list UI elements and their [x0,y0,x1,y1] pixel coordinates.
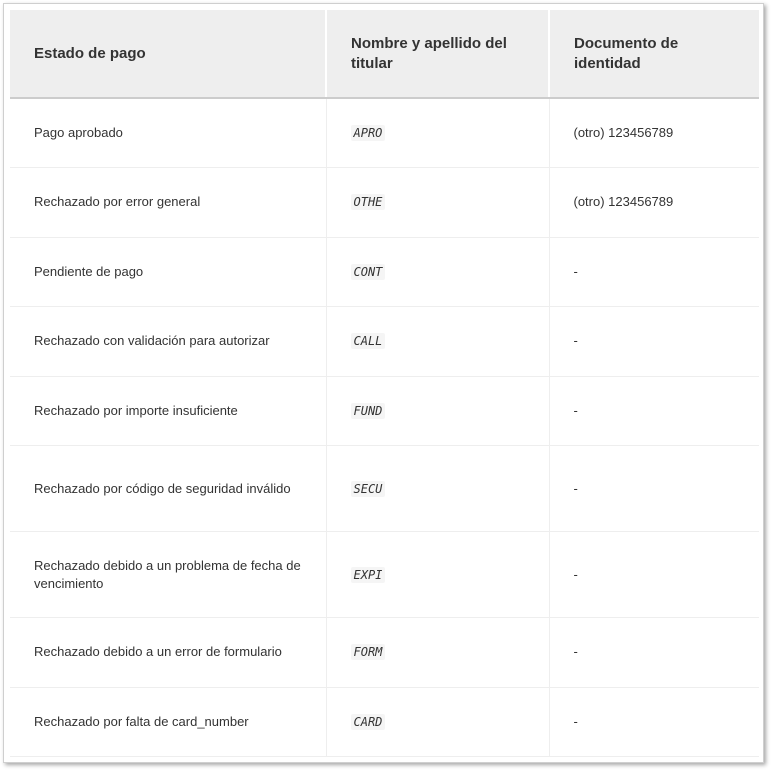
cell-identity-document: - [549,446,759,532]
cell-identity-document: - [549,307,759,377]
cell-payment-status: Rechazado debido a un problema de fecha de vencimiento [10,532,326,618]
cell-holder-name [326,618,549,688]
table-row [10,237,759,307]
table-row [10,168,759,238]
cell-payment-status: Pago aprobado [10,98,326,168]
holder-name-code: FUND [351,403,386,419]
table-row [10,376,759,446]
holder-name-code: FORM [351,644,386,660]
header-payment-status: Estado de pago [10,10,326,98]
cell-identity-document: - [549,687,759,757]
table-row [10,98,759,168]
table-row [10,307,759,377]
cell-holder-name [326,307,549,377]
cell-identity-document: (otro) 123456789 [549,168,759,238]
cell-payment-status: Rechazado con validación para autorizar [10,307,326,377]
cell-identity-document: (otro) 123456789 [549,98,759,168]
cell-payment-status: Rechazado debido a un error de formulario [10,618,326,688]
holder-name-code: CONT [351,264,386,280]
cell-payment-status: Rechazado por código de seguridad inválido [10,446,326,532]
holder-name-code: OTHE [351,194,386,210]
table-row [10,532,759,618]
holder-name-code: CALL [351,333,386,349]
cell-payment-status: Pendiente de pago [10,237,326,307]
cell-payment-status: Rechazado por importe insuficiente [10,376,326,446]
cell-payment-status: Rechazado por falta de card_number [10,687,326,757]
table-row [10,446,759,532]
table-row [10,687,759,757]
table-header [10,10,759,98]
cell-identity-document: - [549,532,759,618]
table-row [10,618,759,688]
holder-name-code: EXPI [351,567,386,583]
cell-identity-document: - [549,618,759,688]
holder-name-code: CARD [351,714,386,730]
cell-holder-name [326,532,549,618]
header-identity-document: Documento de identidad [549,10,759,98]
cell-holder-name [326,237,549,307]
cell-identity-document: - [549,237,759,307]
cell-identity-document: - [549,376,759,446]
table-body [10,98,759,757]
cell-holder-name [326,687,549,757]
table-frame [3,3,764,763]
cell-holder-name [326,168,549,238]
test-cards-table [10,10,759,757]
holder-name-code: SECU [351,481,386,497]
cell-holder-name [326,376,549,446]
cell-holder-name [326,98,549,168]
header-holder-name: Nombre y apellido del titular [326,10,549,98]
cell-holder-name [326,446,549,532]
cell-payment-status: Rechazado por error general [10,168,326,238]
holder-name-code: APRO [351,125,386,141]
header-row [10,10,759,98]
